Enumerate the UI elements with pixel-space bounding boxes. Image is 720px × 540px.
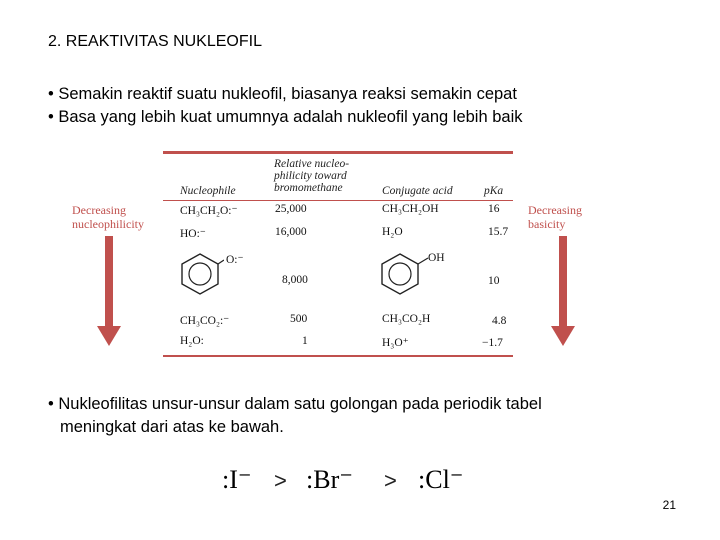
row4-acid: CH₃CO₂H [382,313,431,325]
row1-relative: 25,000 [275,203,307,215]
row1-pka: 16 [488,203,500,215]
greater-than-sign: > [274,468,287,493]
row3-relative: 8,000 [282,274,308,286]
row2-pka: 15.7 [488,226,509,238]
table-top-rule [163,151,513,154]
bromide-ion: :Br⁻ [306,465,353,494]
down-arrow-right-icon [550,236,576,348]
row4-pka: 4.8 [492,315,507,327]
greater-than-sign: > [384,468,397,493]
bullet-item-periodic-trend [48,393,542,439]
row5-pka: −1.7 [482,337,503,349]
row5-acid: H₃O⁺ [382,337,409,349]
left-axis-label [72,203,144,231]
right-label-line1: Decreasing [528,203,582,217]
row4-nucleophile: CH₃CO₂:⁻ [180,315,230,327]
header-nucleophile: Nucleophile [180,185,236,197]
slide-title: 2. REAKTIVITAS NUKLEOFIL [48,33,262,50]
row5-nucleophile: H₂O: [180,335,204,347]
row3-nucleophile: O:⁻ [226,254,244,266]
header-conjugate-acid: Conjugate acid [382,185,453,197]
row5-relative: 1 [302,335,308,347]
right-axis-label [528,203,582,231]
row2-relative: 16,000 [275,226,307,238]
row3-pka: 10 [488,275,500,287]
bullet2-line1: • Nukleofilitas unsur-unsur dalam satu golongan pada periodik tabel [48,395,542,413]
nucleophilicity-table-figure [68,148,618,360]
bullet2-line2: meningkat dari atas ke bawah. [60,418,284,436]
right-label-line2: basicity [528,217,566,231]
halide-nucleophilicity-order [222,462,492,498]
table-bottom-rule [163,355,513,357]
down-arrow-left-icon [96,236,122,348]
bullet-item-basicity: • Basa yang lebih kuat umumnya adalah nukleofil yang lebih baik [48,108,523,126]
row2-nucleophile: HO:⁻ [180,228,206,240]
chloride-ion: :Cl⁻ [418,465,464,494]
row1-nucleophile: CH₃CH₂O:⁻ [180,205,238,217]
row3-acid: OH [428,252,445,264]
header-relative-nucleophilicity [274,158,349,194]
row1-acid: CH₃CH₂OH [382,203,439,215]
left-label-line2: nucleophilicity [72,217,144,231]
phenoxide-ring-icon [178,248,224,300]
bullet-item-reactivity: • Semakin reaktif suatu nukleofil, biasanya reaksi semakin cepat [48,85,517,103]
page-number: 21 [662,498,676,512]
bullet-list [48,83,523,129]
header-relative-line2: philicity toward [274,170,347,182]
header-pka: pKa [484,185,504,197]
row2-acid: H₂O [382,226,403,238]
phenol-ring-icon [378,248,430,300]
iodide-ion: :I⁻ [222,465,252,494]
table-header-rule [163,200,513,201]
row4-relative: 500 [290,313,308,325]
header-relative-line3: bromomethane [274,182,343,194]
left-label-line1: Decreasing [72,203,126,217]
header-relative-line1: Relative nucleo- [274,158,350,170]
